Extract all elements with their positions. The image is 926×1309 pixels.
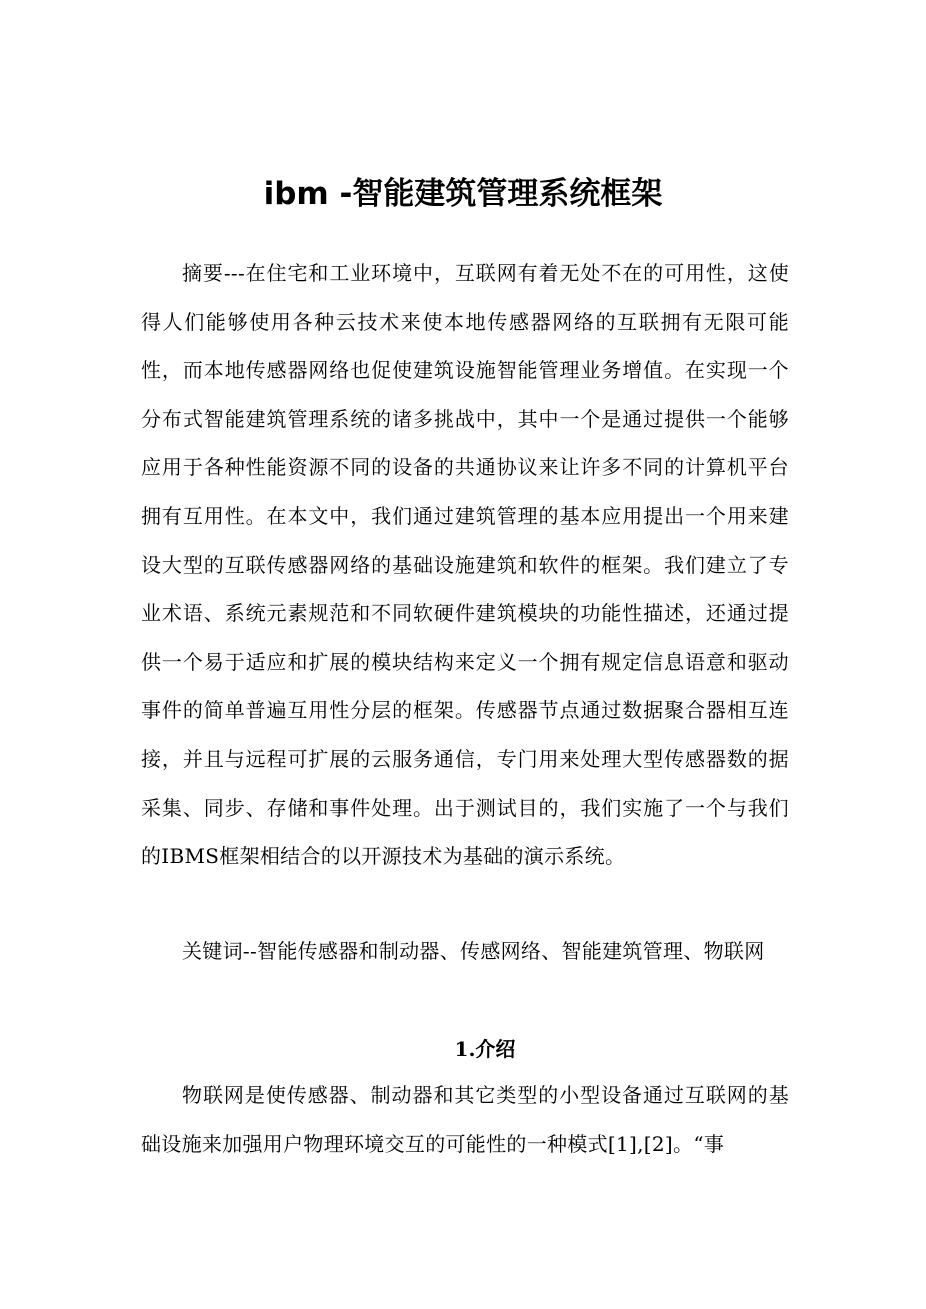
document-title: ibm -智能建筑管理系统框架 (263, 176, 663, 212)
keywords-paragraph: 关键词--智能传感器和制动器、传感网络、智能建筑管理、物联网 (182, 939, 765, 963)
abstract-paragraph: 摘要---在住宅和工业环境中，互联网有着无处不在的可用性，这使得人们能够使用各种云技术来使本地传感器网络的互联拥有无限可能性，而本地传感器网络也促使建筑设施智能管理业务增值。在实现一个分布式智能建筑管理系统的诸多挑战中，其中一个是通过提供一个能够应用于各种性能资源不同的设备的共通协议来让许多不同的计算机平台拥有互用性。在本文中，我们通过建筑管理的基本应用提出一个用来建设大型的互联传感器网络的基础设施建筑和软件的框架。我们建立了专业术语、系统元素规范和不同软硬件建筑模块的功能性描述，还通过提供一个易于适应和扩展的模块结构来定义一个拥有规定信息语意和驱动事件的简单普遍互用性分层的框架。传感器节点通过数据聚合器相互连接，并且与远程可扩展的云服务通信，专门用来处理大型传感器数的据采集、同步、存储和事件处理。出于测试目的，我们实施了一个与我们的IBMS框架相结合的以开源技术为基础的演示系统。 (141, 261, 789, 869)
introduction-paragraph: 物联网是使传感器、制动器和其它类型的小型设备通过互联网的基础设施来加强用户物理环境交互的可能性的一种模式[1],[2]。“事 (141, 1083, 789, 1156)
section-heading-introduction: 1.介绍 (454, 1037, 516, 1061)
